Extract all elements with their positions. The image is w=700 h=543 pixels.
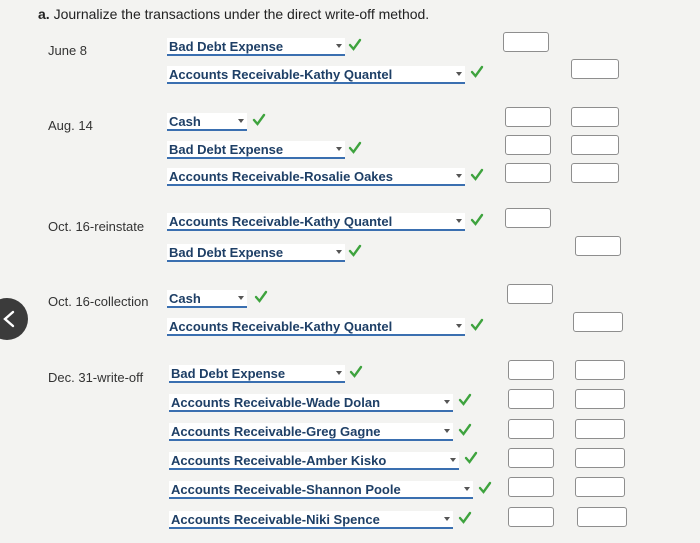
account-select-value: Bad Debt Expense [169,142,284,157]
check-icon [348,141,362,155]
check-icon [349,365,363,379]
chevron-down-icon [336,44,342,48]
credit-amount-input[interactable] [575,360,625,380]
debit-amount-input[interactable] [505,107,551,127]
chevron-down-icon [444,429,450,433]
credit-amount-input[interactable] [571,135,619,155]
check-icon [348,38,362,52]
debit-amount-input[interactable] [508,360,554,380]
account-select[interactable] [169,481,473,499]
chevron-down-icon [456,219,462,223]
account-select[interactable] [169,511,453,529]
chevron-down-icon [336,371,342,375]
debit-amount-input[interactable] [505,135,551,155]
date-label: Aug. 14 [48,118,93,133]
account-select[interactable] [167,141,345,159]
credit-amount-input[interactable] [575,389,625,409]
check-icon [348,244,362,258]
chevron-down-icon [238,296,244,300]
account-select-value: Accounts Receivable-Niki Spence [171,512,380,527]
check-icon [252,113,266,127]
credit-amount-input[interactable] [571,107,619,127]
account-select[interactable] [167,318,465,336]
account-select-value: Cash [169,114,201,129]
account-select-value: Accounts Receivable-Wade Dolan [171,395,381,410]
account-select[interactable] [169,365,345,383]
account-select[interactable] [167,38,345,56]
account-select-value: Accounts Receivable-Amber Kisko [171,453,387,468]
account-select-value: Bad Debt Expense [171,366,286,381]
credit-amount-input[interactable] [575,448,625,468]
check-icon [458,511,472,525]
credit-amount-input[interactable] [575,419,625,439]
debit-amount-input[interactable] [505,163,551,183]
back-button[interactable] [0,298,28,340]
credit-amount-input[interactable] [571,163,619,183]
account-select[interactable] [167,168,465,186]
check-icon [470,318,484,332]
chevron-down-icon [456,324,462,328]
check-icon [458,393,472,407]
account-select-value: Accounts Receivable-Kathy Quantel [169,214,393,229]
credit-amount-input[interactable] [573,312,623,332]
chevron-down-icon [336,147,342,151]
account-select[interactable] [169,423,453,441]
account-select[interactable] [169,394,453,412]
account-select-value: Accounts Receivable-Shannon Poole [171,482,401,497]
instructions-text: Journalize the transactions under the direct write-off method. [53,6,430,22]
credit-amount-input[interactable] [571,59,619,79]
check-icon [464,451,478,465]
chevron-down-icon [238,119,244,123]
check-icon [470,65,484,79]
instructions-heading [38,6,429,22]
account-select-value: Accounts Receivable-Kathy Quantel [169,67,393,82]
account-select-value: Accounts Receivable-Kathy Quantel [169,319,393,334]
check-icon [470,213,484,227]
date-label: June 8 [48,43,88,58]
debit-amount-input[interactable] [508,419,554,439]
account-select[interactable] [167,213,465,231]
check-icon [478,481,492,495]
date-label: Dec. 31-write-off [48,370,144,385]
check-icon [470,168,484,182]
date-label: Oct. 16-collection [48,294,149,309]
chevron-left-icon [2,310,16,328]
chevron-down-icon [450,458,456,462]
chevron-down-icon [336,250,342,254]
account-select-value: Accounts Receivable-Greg Gagne [171,424,381,439]
part-letter: a. [38,6,50,22]
debit-amount-input[interactable] [507,284,553,304]
credit-amount-input[interactable] [575,236,621,256]
credit-amount-input[interactable] [577,507,627,527]
account-select[interactable] [167,244,345,262]
account-select-value: Accounts Receivable-Rosalie Oakes [169,169,393,184]
debit-amount-input[interactable] [508,389,554,409]
debit-amount-input[interactable] [508,477,554,497]
date-label: Oct. 16-reinstate [48,219,145,234]
chevron-down-icon [444,517,450,521]
chevron-down-icon [456,174,462,178]
chevron-down-icon [444,400,450,404]
check-icon [458,423,472,437]
debit-amount-input[interactable] [505,208,551,228]
debit-amount-input[interactable] [508,507,554,527]
account-select[interactable] [169,452,459,470]
account-select[interactable] [167,113,247,131]
chevron-down-icon [464,487,470,491]
account-select-value: Bad Debt Expense [169,39,284,54]
account-select-value: Cash [169,291,201,306]
account-select[interactable] [167,290,247,308]
debit-amount-input[interactable] [508,448,554,468]
debit-amount-input[interactable] [503,32,549,52]
account-select[interactable] [167,66,465,84]
check-icon [254,290,268,304]
credit-amount-input[interactable] [575,477,625,497]
account-select-value: Bad Debt Expense [169,245,284,260]
chevron-down-icon [456,72,462,76]
